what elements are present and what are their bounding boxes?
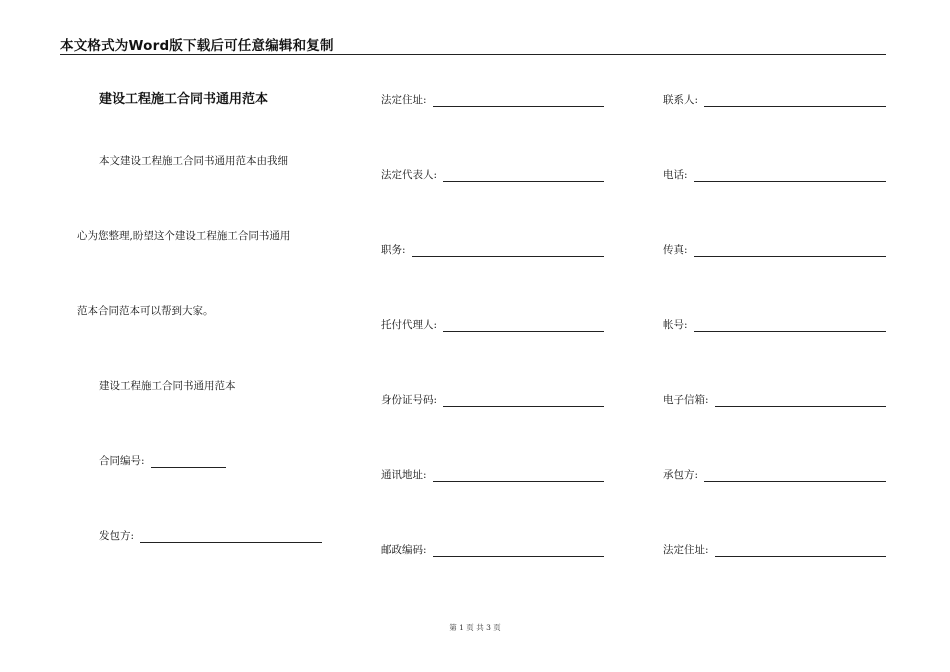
right-field-email	[663, 393, 886, 407]
field-label: 法定代表人:	[381, 169, 438, 181]
field-label: 传真:	[663, 244, 688, 256]
field-blank	[443, 171, 604, 182]
middle-field-mailing-address	[381, 468, 604, 482]
subtitle: 建设工程施工合同书通用范本	[99, 380, 236, 392]
field-blank	[433, 96, 604, 107]
field-blank	[694, 171, 886, 182]
page-footer: 第 1 页 共 3 页	[449, 623, 501, 632]
header-text: 本文格式为Word版下载后可任意编辑和复制	[60, 38, 334, 54]
intro-line-1: 本文建设工程施工合同书通用范本由我细	[99, 155, 288, 167]
middle-field-position	[381, 243, 604, 257]
page-header	[60, 34, 886, 55]
issuer-blank	[140, 532, 322, 543]
field-label: 通讯地址:	[381, 469, 427, 481]
middle-field-legal-rep	[381, 168, 604, 182]
intro-line-2: 心为您整理,盼望这个建设工程施工合同书通用	[77, 230, 291, 242]
field-label: 法定住址:	[381, 94, 427, 106]
field-blank	[443, 396, 604, 407]
field-blank	[433, 471, 604, 482]
middle-field-id-number	[381, 393, 604, 407]
document-title: 建设工程施工合同书通用范本	[99, 92, 269, 107]
field-blank	[443, 321, 604, 332]
field-label: 职务:	[381, 244, 406, 256]
field-blank	[704, 96, 886, 107]
field-label: 法定住址:	[663, 544, 709, 556]
right-field-address	[663, 543, 886, 557]
middle-field-agent	[381, 318, 604, 332]
issuer-field	[99, 529, 322, 543]
field-label: 邮政编码:	[381, 544, 427, 556]
right-field-contact	[663, 93, 886, 107]
field-label: 身份证号码:	[381, 394, 438, 406]
right-field-phone	[663, 168, 886, 182]
field-blank	[412, 246, 604, 257]
field-label: 承包方:	[663, 469, 699, 481]
contract-number-field	[99, 454, 226, 468]
field-blank	[704, 471, 886, 482]
field-blank	[694, 246, 886, 257]
field-blank	[433, 546, 604, 557]
middle-field-postcode	[381, 543, 604, 557]
intro-line-3: 范本合同范本可以帮到大家。	[77, 305, 214, 317]
middle-field-address	[381, 93, 604, 107]
field-blank	[715, 546, 886, 557]
field-blank	[694, 321, 886, 332]
field-blank	[715, 396, 886, 407]
right-field-account	[663, 318, 886, 332]
issuer-label: 发包方:	[99, 530, 135, 542]
field-label: 帐号:	[663, 319, 688, 331]
field-label: 电子信箱:	[663, 394, 709, 406]
contract-number-blank	[151, 457, 226, 468]
contract-number-label: 合同编号:	[99, 455, 145, 467]
right-field-fax	[663, 243, 886, 257]
field-label: 托付代理人:	[381, 319, 438, 331]
field-label: 联系人:	[663, 94, 699, 106]
right-field-contractor	[663, 468, 886, 482]
field-label: 电话:	[663, 169, 688, 181]
